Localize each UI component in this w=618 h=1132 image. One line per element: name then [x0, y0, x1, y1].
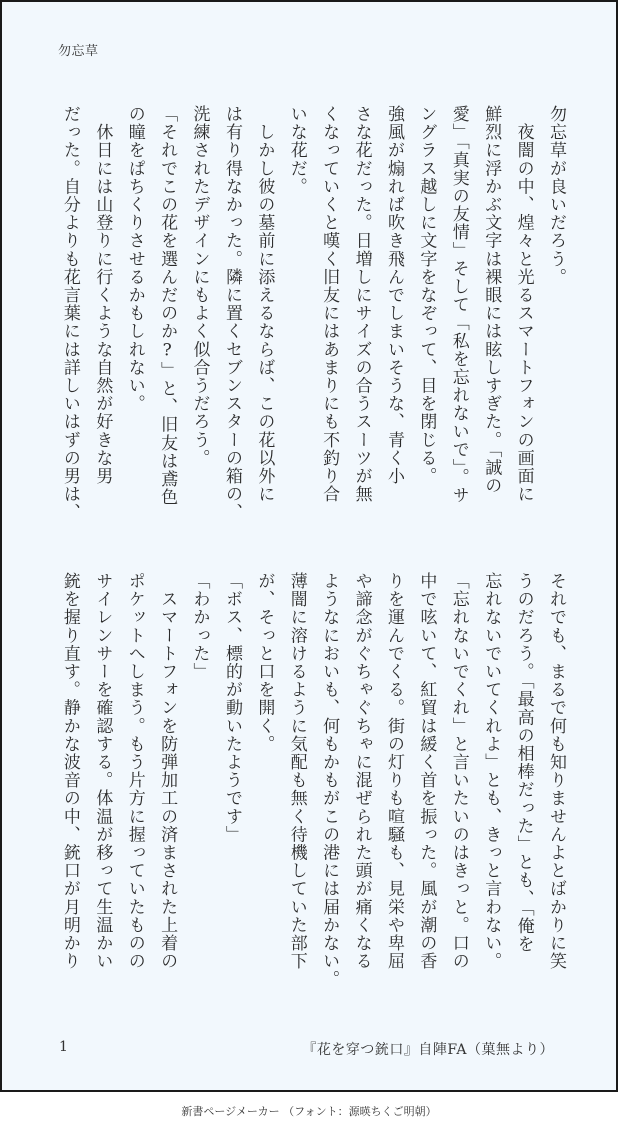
- text-column: ようなにおいも、何もかもがこの港には届かない。: [319, 572, 340, 989]
- text-column: りを運んでくる。街の灯りも喧騒も、見栄や卑屈: [383, 572, 404, 971]
- text-column: の瞳をぱちくりさせるかもしれない。: [124, 105, 145, 413]
- text-column: 「ボス、標的が動いたようです」: [221, 572, 242, 844]
- text-column: 「それでこの花を選んだのか?」と、旧友は鳶色: [157, 105, 178, 507]
- text-column: くなっていくと嘆く旧友にはあまりにも不釣り合: [319, 105, 340, 504]
- text-column: は有り得なかった。隣に置くセブンスターの箱の、: [221, 105, 242, 522]
- text-column: ポケットへしまう。もう片方に握っていたものの: [124, 572, 145, 971]
- text-block-bottom: [42, 572, 572, 1002]
- text-column: 鮮烈に浮かぶ文字は裸眼には眩しすぎた。「誠の: [481, 105, 502, 495]
- text-column: 愛」「真実の友情」そして「私を忘れないで」。サ: [448, 105, 469, 505]
- text-column: 中で呟いて、紅貿は緩く首を振った。風が潮の香: [416, 572, 437, 971]
- text-column: ングラス越しに文字をなぞって、目を閉じる。: [416, 105, 437, 486]
- page-title: 勿忘草: [58, 44, 99, 59]
- text-column: いな花だ。: [286, 105, 307, 196]
- text-column: 「わかった」: [189, 572, 210, 681]
- text-column: が、そっと口を開く。: [254, 572, 275, 753]
- text-column: だった。自分よりも花言葉には詳しいはずの男は、: [59, 105, 80, 522]
- text-column: サイレンサーを確認する。体温が移って生温かい: [92, 572, 113, 971]
- text-block-top: [42, 105, 572, 525]
- text-column: 勿忘草が良いだろう。: [546, 105, 566, 286]
- text-column: うのだろう。「最高の相棒だった」とも、「俺を: [513, 572, 534, 954]
- generator-credit: 新書ページメーカー （フォント：源暎ちくご明朝）: [181, 1105, 437, 1118]
- text-column: しかし彼の墓前に添えるならば、この花以外に: [254, 105, 275, 504]
- text-column: それでも、まるで何も知りませんよとばかりに笑: [546, 572, 566, 971]
- text-column: 銃を握り直す。静かな波音の中、銃口が月明かり: [59, 572, 80, 971]
- text-column: 強風が煽れば吹き飛んでしまいそうな、青く小: [383, 105, 404, 486]
- page-number: 1: [59, 1039, 68, 1055]
- text-column: 薄闇に溶けるように気配も無く待機していた部下: [286, 572, 307, 971]
- text-column: 休日には山登りに行くような自然が好きな男: [92, 105, 113, 486]
- text-column: さな花だった。日増しにサイズの合うスーツが無: [351, 105, 372, 504]
- text-column: や諦念がぐちゃぐちゃに混ぜられた頭が痛くなる: [351, 572, 372, 971]
- text-column: 洗練されたデザインにもよく似合うだろう。: [189, 105, 210, 467]
- source-credit: 『花を穿つ銃口』自陣FA（菓無より）: [302, 1042, 554, 1058]
- text-column: 忘れないでいてくれよ」とも、きっと言わない。: [481, 572, 502, 971]
- text-column: 「忘れないでくれ」と言いたいのはきっと。口の: [448, 572, 469, 971]
- text-column: スマートフォンを防弾加工の済まされた上着の: [157, 572, 178, 971]
- text-column: 夜闇の中、煌々と光るスマートフォンの画面に: [513, 105, 534, 504]
